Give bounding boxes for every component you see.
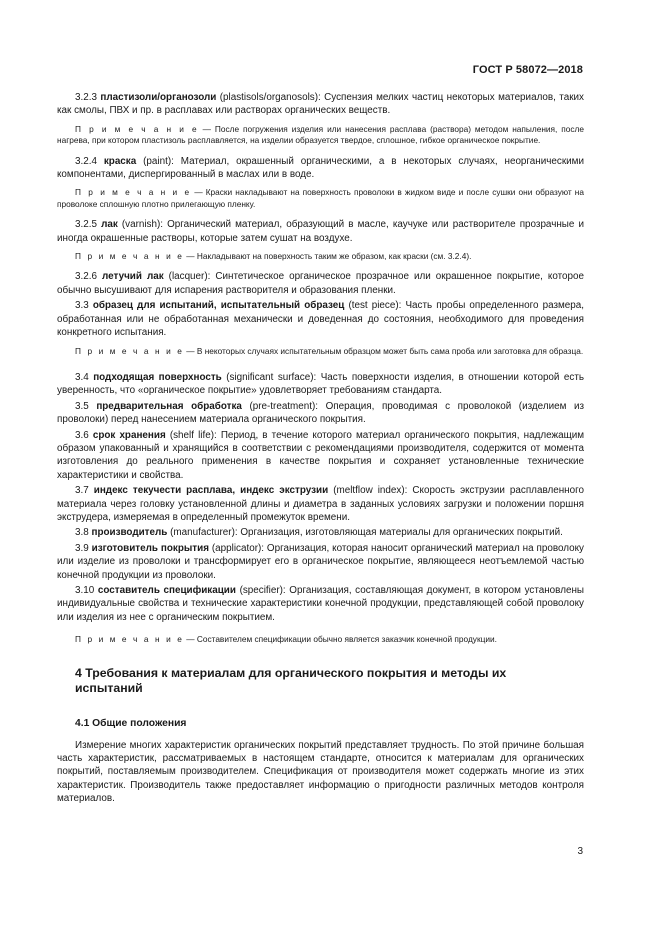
note-3-3: П р и м е ч а н и е — В некоторых случаях испытательным образцом может быть сама проба или заготовка для образца. (75, 345, 584, 356)
term-3-9: 3.9 изготовитель покрытия (applicator): Организация, которая наносит органический материал на проволоку или изделие из проволоки и трансформирует его в органическое покрытие, являющееся неотъемлемой частью конечной продукции из проволоки. (57, 542, 584, 581)
term-3-7: 3.7 индекс текучести расплава, индекс экструзии (meltflow index): Скорость экструзии расплавленного материала через головку установленной длины и диаметра в заданных условиях загрузки и положении поршня экструдера, измеряемая в определенный промежуток времени. (57, 485, 584, 523)
term-3-3: 3.3 образец для испытаний, испытательный образец (test piece): Часть пробы определенного размера, обработанная или не обработанная механически и доведенная до состояния, необходимого для проведения конкретного испытания. (57, 300, 584, 339)
term-name: краска (103, 155, 137, 167)
section-4-1-paragraph: Измерение многих характеристик органических покрытий представляет трудность. По этой причине большая часть характеристик, рассматриваемых в настоящем стандарте, относится к материалам для органических покрытий, поставляемым производителем. Спецификация от производителя может содержать многие из этих характеристик. Производитель также предоставляет информацию о пригодности различных методов контроля материалов. (57, 739, 584, 805)
term-name: производитель (91, 527, 168, 539)
subsection-4-1-heading: 4.1 Общие положения (75, 717, 187, 729)
note-label: П р и м е ч а н и е (75, 251, 184, 262)
note-label: П р и м е ч а н и е (75, 123, 199, 134)
term-name: составитель спецификации (97, 585, 236, 596)
term-name: лак (101, 219, 118, 231)
term-3-2-6: 3.2.6 летучий лак (lacquer): Синтетическое органическое прозрачное или окрашенное покрытие, которое обычно высушивают для испарения растворителя и образования пленки. (57, 271, 585, 296)
term-3-2-5: 3.2.5 лак (varnish): Органический материал, образующий в масле, каучуке или растворителе прозрачные и иногда окрашенные растворы, которые затем сушат на воздухе. (57, 219, 584, 244)
standard-number: ГОСТ Р 58072—2018 (472, 64, 583, 76)
term-3-10: 3.10 составитель спецификации (specifier): Организация, составляющая документ, в котором установлены индивидуальные свойства и технические характеристики конечной продукции, представляющей собой проволоку или изделия из нее с органическим покрытием. (57, 585, 585, 623)
note-3-2-5: П р и м е ч а н и е — Накладывают на поверхность таким же образом, как краски (см. 3.2.4). (75, 251, 472, 262)
term-name: образец для испытаний, испытательный образец (92, 300, 345, 312)
term-3-2-3: 3.2.3 пластизоли/органозоли (plastisols/organosols): Суспензия мелких частиц некоторых материалов, таких как смолы, ПВХ и пр. в расплавах или растворах органических веществ. (57, 92, 584, 117)
term-name: подходящая поверхность (93, 371, 222, 383)
note-3-2-4: П р и м е ч а н и е — Краски накладывают на поверхность проволоки в жидком виде и после сушки они образуют на проволоке сплошную плотно прилегающую пленку. (57, 187, 584, 209)
term-name: изготовитель покрытия (91, 542, 209, 554)
document-body (57, 91, 584, 808)
term-3-4: 3.4 подходящая поверхность (significant surface): Часть поверхности изделия, в отношении которой есть уверенность, что «органическое покрытие» удовлетворяет требованиям стандарта. (57, 371, 584, 397)
term-name: срок хранения (92, 429, 166, 441)
term-name: летучий лак (101, 271, 164, 283)
term-name: предварительная обработка (96, 400, 242, 412)
note-3-10: П р и м е ч а н и е — Составителем спецификации обычно является заказчик конечной продукции. (75, 634, 497, 645)
note-label: П р и м е ч а н и е (75, 634, 184, 645)
note-label: П р и м е ч а н и е (75, 345, 184, 356)
term-3-5: 3.5 предварительная обработка (pre-treatment): Операция, проводимая с проволокой (изделием из проволоки) перед нанесением материала органического покрытия. (57, 400, 584, 426)
section-4-heading: 4 Требования к материалам для органического покрытия и методы их испытаний (75, 665, 507, 695)
note-label: П р и м е ч а н и е (75, 187, 192, 198)
term-name: индекс текучести расплава, индекс экструзии (93, 485, 329, 497)
term-3-6: 3.6 срок хранения (shelf life): Период, в течение которого материал органического покрытия, надлежащим образом упакованный и хранящийся в соответствии с рекомендациями производителя, содержится от момента изготовления до реального применения в качестве покрытия и сохраняет установленные технические характеристики и свойства. (57, 429, 584, 481)
term-name: пластизоли/органозоли (100, 92, 217, 103)
note-3-2-3: П р и м е ч а н и е — После погружения изделия или нанесения расплава (раствора) методом напыления, после нагрева, при котором пластизоль расплавляется, на изделии образуется твердое, сплошное, гибкое органическое покрытие. (57, 123, 584, 146)
term-3-8: 3.8 производитель (manufacturer): Организация, изготовляющая материалы для органических покрытий. (75, 527, 563, 539)
page-number: 3 (577, 846, 583, 857)
term-3-2-4: 3.2.4 краска (paint): Материал, окрашенный органическими, а в некоторых случаях, неорганическими компонентами, диспергированный в маслах или в воде. (57, 155, 584, 181)
